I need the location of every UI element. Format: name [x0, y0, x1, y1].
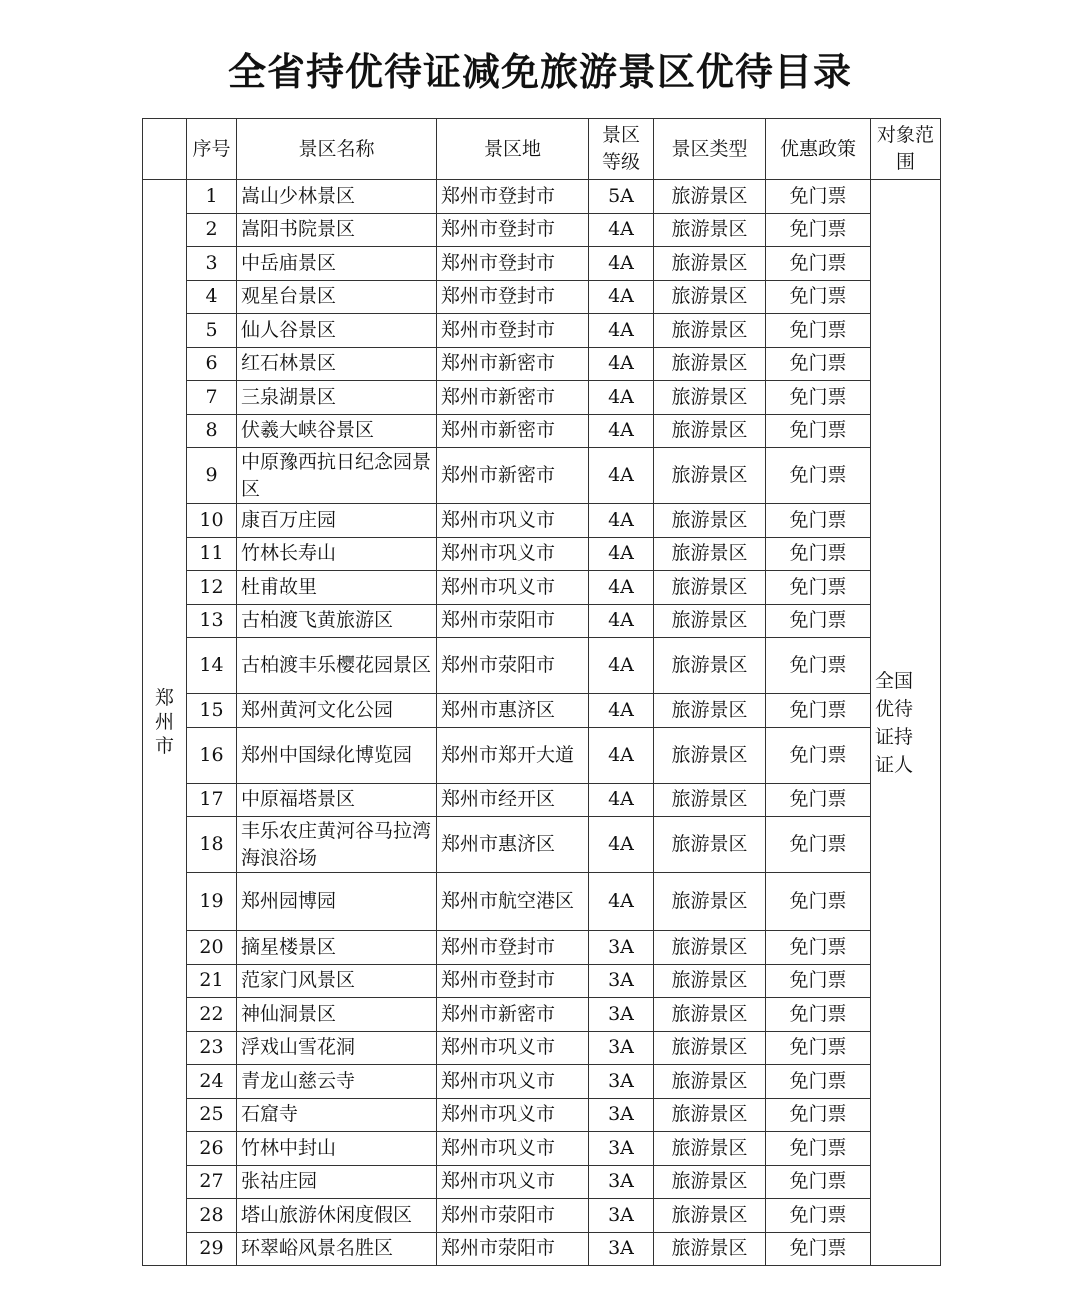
location-cell: 郑州市新密市 [437, 414, 589, 448]
seq-cell: 15 [187, 694, 237, 728]
policy-cell: 免门票 [766, 727, 871, 783]
level-cell: 4A [589, 783, 654, 817]
location-cell: 郑州市荥阳市 [437, 1232, 589, 1266]
level-cell: 3A [589, 931, 654, 965]
policy-cell: 免门票 [766, 817, 871, 873]
type-cell: 旅游景区 [654, 537, 766, 571]
location-cell: 郑州市巩义市 [437, 1065, 589, 1099]
type-cell: 旅游景区 [654, 448, 766, 504]
header-location: 景区地 [437, 119, 589, 180]
location-cell: 郑州市巩义市 [437, 504, 589, 538]
seq-cell: 16 [187, 727, 237, 783]
table-row [143, 1165, 941, 1199]
level-cell: 3A [589, 1199, 654, 1233]
table-row [143, 347, 941, 381]
name-cell: 观星台景区 [237, 280, 437, 314]
name-cell: 嵩山少林景区 [237, 180, 437, 214]
type-cell: 旅游景区 [654, 1232, 766, 1266]
target-cell [871, 180, 941, 1266]
table-row [143, 694, 941, 728]
city-label: 郑州市 [155, 686, 175, 757]
name-cell: 张祜庄园 [237, 1165, 437, 1199]
policy-cell: 免门票 [766, 280, 871, 314]
header-city [143, 119, 187, 180]
location-cell: 郑州市惠济区 [437, 817, 589, 873]
name-cell: 古柏渡飞黄旅游区 [237, 604, 437, 638]
level-cell: 4A [589, 448, 654, 504]
level-cell: 4A [589, 873, 654, 931]
name-cell: 石窟寺 [237, 1098, 437, 1132]
seq-cell: 24 [187, 1065, 237, 1099]
policy-cell: 免门票 [766, 998, 871, 1032]
seq-cell: 12 [187, 571, 237, 605]
city-cell [143, 180, 187, 1266]
table-row [143, 571, 941, 605]
location-cell: 郑州市登封市 [437, 314, 589, 348]
level-cell: 4A [589, 604, 654, 638]
policy-cell: 免门票 [766, 381, 871, 415]
location-cell: 郑州市巩义市 [437, 1165, 589, 1199]
policy-cell: 免门票 [766, 694, 871, 728]
seq-cell: 26 [187, 1132, 237, 1166]
name-cell: 塔山旅游休闲度假区 [237, 1199, 437, 1233]
location-cell: 郑州市新密市 [437, 448, 589, 504]
type-cell: 旅游景区 [654, 604, 766, 638]
name-cell: 中原福塔景区 [237, 783, 437, 817]
seq-cell: 9 [187, 448, 237, 504]
table-row [143, 1065, 941, 1099]
seq-cell: 13 [187, 604, 237, 638]
type-cell: 旅游景区 [654, 998, 766, 1032]
level-cell: 4A [589, 537, 654, 571]
level-cell: 4A [589, 817, 654, 873]
seq-cell: 10 [187, 504, 237, 538]
table-row [143, 964, 941, 998]
policy-cell: 免门票 [766, 448, 871, 504]
seq-cell: 14 [187, 638, 237, 694]
header-policy: 优惠政策 [766, 119, 871, 180]
level-cell: 3A [589, 1098, 654, 1132]
policy-cell: 免门票 [766, 314, 871, 348]
policy-cell: 免门票 [766, 537, 871, 571]
table-row [143, 638, 941, 694]
table-row [143, 314, 941, 348]
location-cell: 郑州市巩义市 [437, 537, 589, 571]
table-row [143, 448, 941, 504]
seq-cell: 18 [187, 817, 237, 873]
level-cell: 3A [589, 998, 654, 1032]
table-row [143, 247, 941, 281]
policy-cell: 免门票 [766, 213, 871, 247]
location-cell: 郑州市登封市 [437, 964, 589, 998]
page-title: 全省持优待证减免旅游景区优待目录 [227, 50, 852, 94]
level-cell: 4A [589, 414, 654, 448]
type-cell: 旅游景区 [654, 1031, 766, 1065]
location-cell: 郑州市登封市 [437, 213, 589, 247]
type-cell: 旅游景区 [654, 381, 766, 415]
type-cell: 旅游景区 [654, 783, 766, 817]
header-target: 对象范围 [871, 119, 941, 180]
name-cell: 杜甫故里 [237, 571, 437, 605]
header-name: 景区名称 [237, 119, 437, 180]
type-cell: 旅游景区 [654, 873, 766, 931]
location-cell: 郑州市荥阳市 [437, 604, 589, 638]
seq-cell: 25 [187, 1098, 237, 1132]
location-cell: 郑州市航空港区 [437, 873, 589, 931]
policy-cell: 免门票 [766, 247, 871, 281]
policy-cell: 免门票 [766, 964, 871, 998]
type-cell: 旅游景区 [654, 1199, 766, 1233]
name-cell: 浮戏山雪花洞 [237, 1031, 437, 1065]
policy-cell: 免门票 [766, 571, 871, 605]
level-cell: 4A [589, 571, 654, 605]
policy-cell: 免门票 [766, 1232, 871, 1266]
level-cell: 4A [589, 694, 654, 728]
seq-cell: 20 [187, 931, 237, 965]
table-row [143, 180, 941, 214]
policy-cell: 免门票 [766, 180, 871, 214]
table-row [143, 931, 941, 965]
table-row [143, 783, 941, 817]
seq-cell: 28 [187, 1199, 237, 1233]
header-seq: 序号 [187, 119, 237, 180]
location-cell: 郑州市巩义市 [437, 1132, 589, 1166]
seq-cell: 8 [187, 414, 237, 448]
name-cell: 古柏渡丰乐樱花园景区 [237, 638, 437, 694]
name-cell: 丰乐农庄黄河谷马拉湾海浪浴场 [237, 817, 437, 873]
level-cell: 5A [589, 180, 654, 214]
table-header-row [143, 119, 941, 180]
type-cell: 旅游景区 [654, 1132, 766, 1166]
name-cell: 康百万庄园 [237, 504, 437, 538]
type-cell: 旅游景区 [654, 931, 766, 965]
level-cell: 4A [589, 314, 654, 348]
level-cell: 4A [589, 727, 654, 783]
name-cell: 环翠峪风景名胜区 [237, 1232, 437, 1266]
name-cell: 神仙洞景区 [237, 998, 437, 1032]
policy-cell: 免门票 [766, 783, 871, 817]
type-cell: 旅游景区 [654, 727, 766, 783]
location-cell: 郑州市新密市 [437, 998, 589, 1032]
type-cell: 旅游景区 [654, 964, 766, 998]
type-cell: 旅游景区 [654, 213, 766, 247]
header-level: 景区等级 [589, 119, 654, 180]
table-row [143, 537, 941, 571]
seq-cell: 23 [187, 1031, 237, 1065]
table-row [143, 414, 941, 448]
name-cell: 三泉湖景区 [237, 381, 437, 415]
location-cell: 郑州市经开区 [437, 783, 589, 817]
location-cell: 郑州市登封市 [437, 247, 589, 281]
name-cell: 中原豫西抗日纪念园景区 [237, 448, 437, 504]
name-cell: 郑州园博园 [237, 873, 437, 931]
type-cell: 旅游景区 [654, 1098, 766, 1132]
type-cell: 旅游景区 [654, 247, 766, 281]
location-cell: 郑州市新密市 [437, 347, 589, 381]
table-row [143, 1098, 941, 1132]
name-cell: 中岳庙景区 [237, 247, 437, 281]
policy-cell: 免门票 [766, 504, 871, 538]
name-cell: 竹林中封山 [237, 1132, 437, 1166]
policy-cell: 免门票 [766, 1132, 871, 1166]
table-row [143, 727, 941, 783]
name-cell: 红石林景区 [237, 347, 437, 381]
level-cell: 4A [589, 280, 654, 314]
seq-cell: 1 [187, 180, 237, 214]
name-cell: 郑州中国绿化博览园 [237, 727, 437, 783]
seq-cell: 2 [187, 213, 237, 247]
location-cell: 郑州市郑开大道 [437, 727, 589, 783]
policy-cell: 免门票 [766, 1098, 871, 1132]
header-type: 景区类型 [654, 119, 766, 180]
table-row [143, 998, 941, 1032]
level-cell: 3A [589, 1132, 654, 1166]
policy-cell: 免门票 [766, 1165, 871, 1199]
location-cell: 郑州市登封市 [437, 280, 589, 314]
seq-cell: 17 [187, 783, 237, 817]
level-cell: 4A [589, 213, 654, 247]
table-body [143, 180, 941, 1266]
level-cell: 3A [589, 964, 654, 998]
location-cell: 郑州市荥阳市 [437, 638, 589, 694]
type-cell: 旅游景区 [654, 638, 766, 694]
level-cell: 4A [589, 504, 654, 538]
level-cell: 4A [589, 381, 654, 415]
table-row [143, 1199, 941, 1233]
table-row [143, 280, 941, 314]
type-cell: 旅游景区 [654, 414, 766, 448]
type-cell: 旅游景区 [654, 1165, 766, 1199]
location-cell: 郑州市荥阳市 [437, 1199, 589, 1233]
type-cell: 旅游景区 [654, 347, 766, 381]
location-cell: 郑州市新密市 [437, 381, 589, 415]
policy-cell: 免门票 [766, 873, 871, 931]
seq-cell: 4 [187, 280, 237, 314]
name-cell: 郑州黄河文化公园 [237, 694, 437, 728]
table-row [143, 381, 941, 415]
table-row [143, 213, 941, 247]
policy-cell: 免门票 [766, 1031, 871, 1065]
location-cell: 郑州市巩义市 [437, 1098, 589, 1132]
name-cell: 青龙山慈云寺 [237, 1065, 437, 1099]
policy-cell: 免门票 [766, 931, 871, 965]
level-cell: 3A [589, 1065, 654, 1099]
policy-cell: 免门票 [766, 1065, 871, 1099]
location-cell: 郑州市巩义市 [437, 1031, 589, 1065]
seq-cell: 22 [187, 998, 237, 1032]
type-cell: 旅游景区 [654, 817, 766, 873]
seq-cell: 7 [187, 381, 237, 415]
policy-cell: 免门票 [766, 414, 871, 448]
location-cell: 郑州市登封市 [437, 931, 589, 965]
scenic-spot-table [142, 118, 941, 1266]
seq-cell: 27 [187, 1165, 237, 1199]
table-row [143, 1132, 941, 1166]
name-cell: 嵩阳书院景区 [237, 213, 437, 247]
type-cell: 旅游景区 [654, 1065, 766, 1099]
name-cell: 仙人谷景区 [237, 314, 437, 348]
location-cell: 郑州市巩义市 [437, 571, 589, 605]
name-cell: 摘星楼景区 [237, 931, 437, 965]
name-cell: 范家门风景区 [237, 964, 437, 998]
seq-cell: 11 [187, 537, 237, 571]
type-cell: 旅游景区 [654, 280, 766, 314]
table-row [143, 604, 941, 638]
level-cell: 3A [589, 1232, 654, 1266]
seq-cell: 5 [187, 314, 237, 348]
seq-cell: 19 [187, 873, 237, 931]
type-cell: 旅游景区 [654, 504, 766, 538]
level-cell: 4A [589, 247, 654, 281]
seq-cell: 21 [187, 964, 237, 998]
table-row [143, 1031, 941, 1065]
policy-cell: 免门票 [766, 347, 871, 381]
table-row [143, 817, 941, 873]
policy-cell: 免门票 [766, 604, 871, 638]
seq-cell: 29 [187, 1232, 237, 1266]
target-label: 全国优待证持证人 [875, 669, 914, 776]
type-cell: 旅游景区 [654, 180, 766, 214]
table-row [143, 1232, 941, 1266]
seq-cell: 6 [187, 347, 237, 381]
table-row [143, 504, 941, 538]
level-cell: 3A [589, 1165, 654, 1199]
location-cell: 郑州市惠济区 [437, 694, 589, 728]
level-cell: 3A [589, 1031, 654, 1065]
location-cell: 郑州市登封市 [437, 180, 589, 214]
seq-cell: 3 [187, 247, 237, 281]
type-cell: 旅游景区 [654, 314, 766, 348]
level-cell: 4A [589, 638, 654, 694]
policy-cell: 免门票 [766, 1199, 871, 1233]
name-cell: 伏羲大峡谷景区 [237, 414, 437, 448]
type-cell: 旅游景区 [654, 694, 766, 728]
table-row [143, 873, 941, 931]
policy-cell: 免门票 [766, 638, 871, 694]
name-cell: 竹林长寿山 [237, 537, 437, 571]
type-cell: 旅游景区 [654, 571, 766, 605]
level-cell: 4A [589, 347, 654, 381]
